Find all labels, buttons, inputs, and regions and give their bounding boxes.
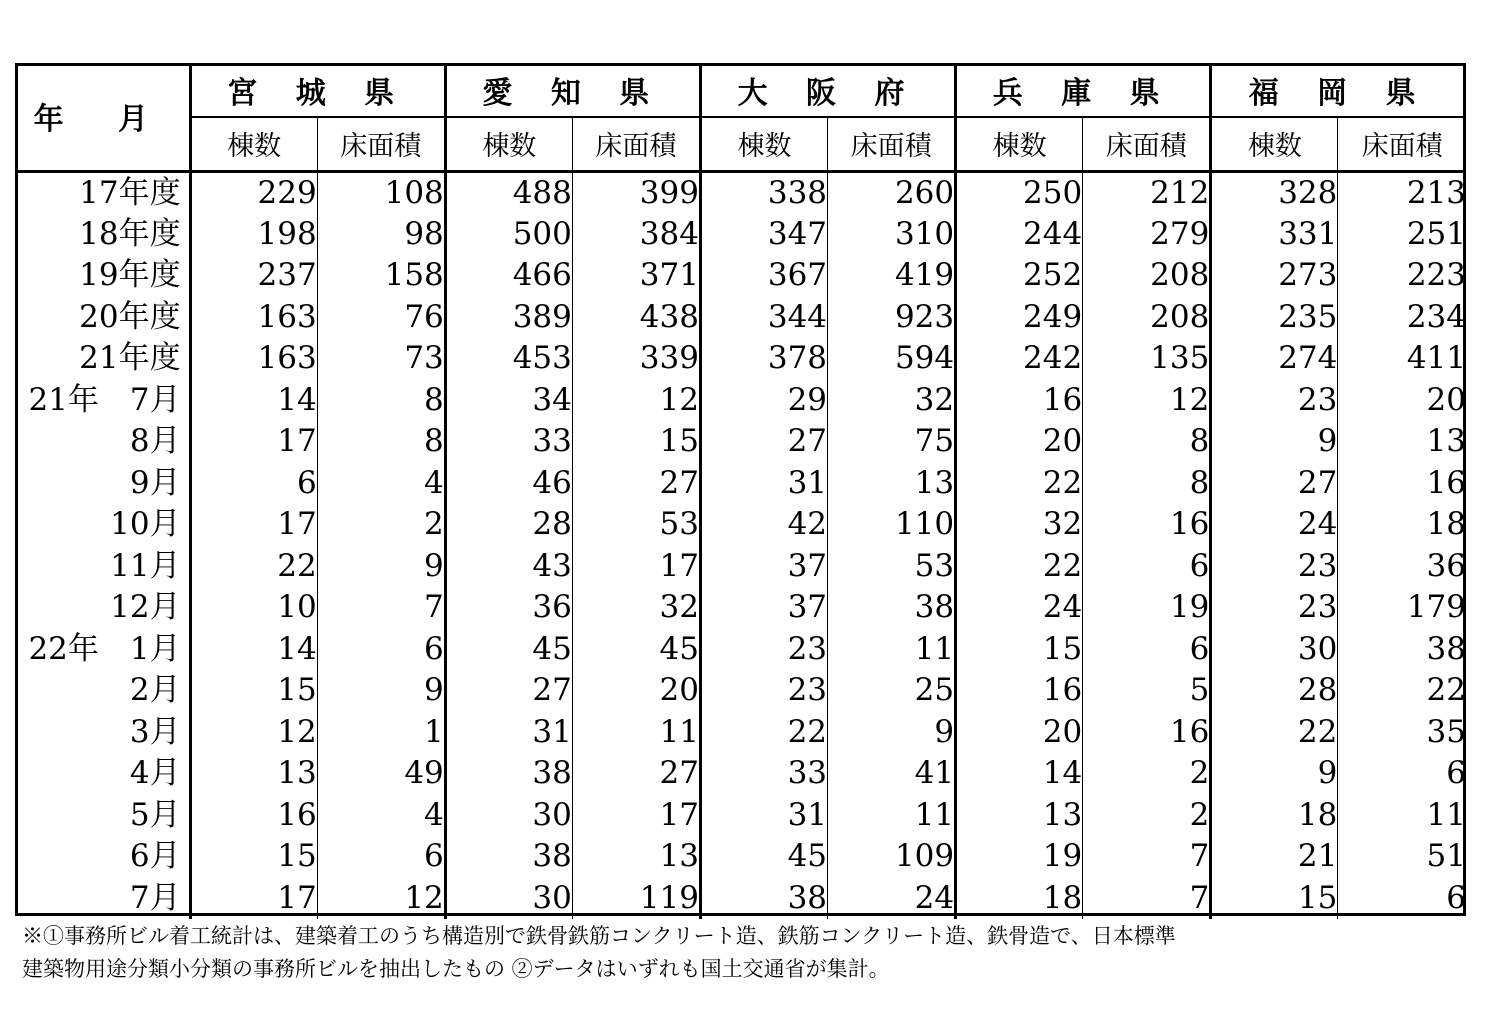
table-row xyxy=(15,546,1466,588)
count-cell: 20 xyxy=(956,712,1083,754)
floor-area-cell: 35 xyxy=(1426,713,1466,750)
period-label: 10月 xyxy=(15,504,190,546)
floor-area-header: 床面積 xyxy=(828,117,956,171)
prefecture-header: 愛 知 県 xyxy=(445,63,700,117)
prefecture-header-row xyxy=(15,63,1466,117)
office-building-starts-table xyxy=(15,63,1466,919)
count-cell: 46 xyxy=(445,463,572,505)
floor-area-cell: 8 xyxy=(1083,421,1211,463)
table-row xyxy=(15,214,1466,256)
count-header: 棟数 xyxy=(956,117,1083,171)
count-cell: 273 xyxy=(1211,255,1338,297)
floor-area-cell: 32 xyxy=(572,587,700,629)
count-cell: 31 xyxy=(700,795,827,837)
period-label: 4月 xyxy=(15,753,190,795)
floor-area-cell: 27 xyxy=(572,753,700,795)
count-header: 棟数 xyxy=(190,117,317,171)
count-cell: 235 xyxy=(1211,297,1338,339)
floor-area-cell: 20 xyxy=(1426,381,1466,418)
period-label: 2月 xyxy=(15,670,190,712)
count-cell: 9 xyxy=(1211,421,1338,463)
floor-area-cell: 419 xyxy=(828,255,956,297)
floor-area-cell: 594 xyxy=(828,338,956,380)
table-row xyxy=(15,878,1466,920)
table-row xyxy=(15,255,1466,297)
floor-area-cell: 135 xyxy=(1083,338,1211,380)
count-cell: 466 xyxy=(445,255,572,297)
floor-area-cell: 7 xyxy=(317,587,445,629)
floor-area-cell: 25 xyxy=(828,670,956,712)
table-row xyxy=(15,421,1466,463)
floor-area-cell: 75 xyxy=(828,421,956,463)
floor-area-cell: 923 xyxy=(828,297,956,339)
count-cell: 19 xyxy=(956,836,1083,878)
table-row xyxy=(15,753,1466,795)
floor-area-cell: 7 xyxy=(1083,878,1211,920)
floor-area-cell: 384 xyxy=(572,214,700,256)
floor-area-cell: 108 xyxy=(317,171,445,214)
floor-area-cell: 6 xyxy=(317,836,445,878)
floor-area-cell: 5 xyxy=(1083,670,1211,712)
count-cell: 32 xyxy=(956,504,1083,546)
floor-area-cell: 32 xyxy=(828,380,956,422)
count-cell: 367 xyxy=(700,255,827,297)
floor-area-cell: 11 xyxy=(1426,796,1466,833)
floor-area-cell: 208 xyxy=(1083,297,1211,339)
table-row xyxy=(15,463,1466,505)
count-cell: 29 xyxy=(700,380,827,422)
count-cell: 229 xyxy=(190,171,317,214)
period-label: 19年度 xyxy=(15,255,190,297)
floor-area-cell: 11 xyxy=(828,629,956,671)
floor-area-cell: 234 xyxy=(1406,298,1466,335)
floor-area-cell: 179 xyxy=(1406,589,1466,626)
count-cell: 28 xyxy=(1211,670,1338,712)
floor-area-cell: 22 xyxy=(1426,672,1466,709)
year-month-header: 年 月 xyxy=(15,63,190,171)
floor-area-cell: 109 xyxy=(828,836,956,878)
floor-area-cell: 6 xyxy=(1083,629,1211,671)
count-cell: 15 xyxy=(190,836,317,878)
period-label: 7月 xyxy=(15,878,190,920)
count-cell: 38 xyxy=(445,836,572,878)
count-cell: 18 xyxy=(956,878,1083,920)
count-cell: 163 xyxy=(190,297,317,339)
floor-area-cell: 4 xyxy=(317,795,445,837)
period-label: 11月 xyxy=(15,546,190,588)
count-cell: 27 xyxy=(700,421,827,463)
prefecture-header: 福 岡 県 xyxy=(1211,63,1466,117)
period-label: 22年 1月 xyxy=(15,629,190,671)
count-cell: 30 xyxy=(1211,629,1338,671)
table-row xyxy=(15,380,1466,422)
count-cell: 27 xyxy=(1211,463,1338,505)
count-cell: 14 xyxy=(956,753,1083,795)
floor-area-cell: 213 xyxy=(1406,174,1466,211)
floor-area-cell: 49 xyxy=(317,753,445,795)
floor-area-cell: 16 xyxy=(1083,712,1211,754)
period-label: 8月 xyxy=(15,421,190,463)
table-row xyxy=(15,171,1466,214)
table-row xyxy=(15,587,1466,629)
floor-area-cell: 45 xyxy=(572,629,700,671)
floor-area-cell: 12 xyxy=(572,380,700,422)
count-cell: 244 xyxy=(956,214,1083,256)
footnote-line-2: 建築物用途分類小分類の事務所ビルを抽出したもの ②データはいずれも国土交通省が集計。 xyxy=(22,957,890,981)
floor-area-cell: 7 xyxy=(1083,836,1211,878)
floor-area-cell: 20 xyxy=(572,670,700,712)
floor-area-cell: 9 xyxy=(317,546,445,588)
floor-area-cell: 8 xyxy=(317,380,445,422)
count-cell: 15 xyxy=(956,629,1083,671)
floor-area-cell: 2 xyxy=(1083,795,1211,837)
floor-area-cell: 18 xyxy=(1426,506,1466,543)
count-cell: 16 xyxy=(956,670,1083,712)
period-label: 20年度 xyxy=(15,297,190,339)
count-cell: 45 xyxy=(445,629,572,671)
floor-area-header: 床面積 xyxy=(1083,117,1211,171)
count-cell: 30 xyxy=(445,878,572,920)
floor-area-cell: 11 xyxy=(828,795,956,837)
count-cell: 22 xyxy=(700,712,827,754)
floor-area-header: 床面積 xyxy=(317,117,445,171)
count-cell: 45 xyxy=(700,836,827,878)
floor-area-cell: 76 xyxy=(317,297,445,339)
floor-area-cell: 2 xyxy=(317,504,445,546)
period-label: 3月 xyxy=(15,712,190,754)
floor-area-cell: 12 xyxy=(1083,380,1211,422)
floor-area-cell: 411 xyxy=(1406,340,1466,377)
floor-area-cell: 51 xyxy=(1426,838,1466,875)
table-row xyxy=(15,712,1466,754)
count-cell: 22 xyxy=(190,546,317,588)
count-cell: 237 xyxy=(190,255,317,297)
floor-area-cell: 339 xyxy=(572,338,700,380)
count-cell: 23 xyxy=(1211,380,1338,422)
count-cell: 242 xyxy=(956,338,1083,380)
count-cell: 22 xyxy=(956,463,1083,505)
count-cell: 37 xyxy=(700,587,827,629)
floor-area-cell: 438 xyxy=(572,297,700,339)
count-cell: 344 xyxy=(700,297,827,339)
count-cell: 198 xyxy=(190,214,317,256)
table-row xyxy=(15,297,1466,339)
count-cell: 13 xyxy=(956,795,1083,837)
period-label: 17年度 xyxy=(15,171,190,214)
floor-area-cell: 6 xyxy=(1446,755,1466,792)
floor-area-cell: 13 xyxy=(828,463,956,505)
period-label: 5月 xyxy=(15,795,190,837)
table-row xyxy=(15,504,1466,546)
prefecture-header: 大 阪 府 xyxy=(700,63,955,117)
count-cell: 23 xyxy=(700,670,827,712)
count-cell: 328 xyxy=(1211,171,1338,214)
floor-area-cell: 16 xyxy=(1426,464,1466,501)
footnote xyxy=(22,920,1462,986)
floor-area-cell: 16 xyxy=(1083,504,1211,546)
count-cell: 36 xyxy=(445,587,572,629)
count-cell: 33 xyxy=(445,421,572,463)
count-cell: 347 xyxy=(700,214,827,256)
floor-area-cell: 38 xyxy=(828,587,956,629)
count-cell: 23 xyxy=(1211,587,1338,629)
count-cell: 28 xyxy=(445,504,572,546)
count-cell: 250 xyxy=(956,171,1083,214)
floor-area-cell: 9 xyxy=(317,670,445,712)
count-cell: 24 xyxy=(956,587,1083,629)
count-cell: 14 xyxy=(190,629,317,671)
count-header: 棟数 xyxy=(700,117,827,171)
count-cell: 249 xyxy=(956,297,1083,339)
prefecture-header: 兵 庫 県 xyxy=(956,63,1211,117)
floor-area-cell: 279 xyxy=(1083,214,1211,256)
floor-area-header: 床面積 xyxy=(572,117,700,171)
count-cell: 42 xyxy=(700,504,827,546)
floor-area-cell: 110 xyxy=(828,504,956,546)
count-cell: 38 xyxy=(445,753,572,795)
count-cell: 10 xyxy=(190,587,317,629)
floor-area-cell: 73 xyxy=(317,338,445,380)
footnote-line-1: ※①事務所ビル着工統計は、建築着工のうち構造別で鉄骨鉄筋コンクリート造、鉄筋コンクリート造、鉄骨造で、日本標準 xyxy=(22,924,1176,948)
floor-area-cell: 212 xyxy=(1083,171,1211,214)
count-cell: 163 xyxy=(190,338,317,380)
table-row xyxy=(15,836,1466,878)
period-label: 21年度 xyxy=(15,338,190,380)
count-cell: 331 xyxy=(1211,214,1338,256)
count-cell: 338 xyxy=(700,171,827,214)
floor-area-cell: 371 xyxy=(572,255,700,297)
count-header: 棟数 xyxy=(445,117,572,171)
floor-area-cell: 17 xyxy=(572,546,700,588)
floor-area-cell: 223 xyxy=(1406,257,1466,294)
floor-area-cell: 13 xyxy=(572,836,700,878)
count-cell: 31 xyxy=(445,712,572,754)
count-cell: 24 xyxy=(1211,504,1338,546)
count-cell: 6 xyxy=(190,463,317,505)
count-cell: 34 xyxy=(445,380,572,422)
floor-area-cell: 310 xyxy=(828,214,956,256)
floor-area-cell: 260 xyxy=(828,171,956,214)
count-cell: 488 xyxy=(445,171,572,214)
floor-area-cell: 8 xyxy=(1083,463,1211,505)
floor-area-cell: 158 xyxy=(317,255,445,297)
count-cell: 16 xyxy=(956,380,1083,422)
floor-area-cell: 9 xyxy=(828,712,956,754)
period-label: 21年 7月 xyxy=(15,380,190,422)
count-cell: 22 xyxy=(956,546,1083,588)
count-cell: 20 xyxy=(956,421,1083,463)
floor-area-cell: 399 xyxy=(572,171,700,214)
floor-area-cell: 119 xyxy=(572,878,700,920)
prefecture-header: 宮 城 県 xyxy=(190,63,445,117)
floor-area-cell: 12 xyxy=(317,878,445,920)
count-cell: 17 xyxy=(190,504,317,546)
count-cell: 38 xyxy=(700,878,827,920)
floor-area-cell: 6 xyxy=(1083,546,1211,588)
floor-area-cell: 251 xyxy=(1406,215,1466,252)
table-row xyxy=(15,670,1466,712)
count-cell: 252 xyxy=(956,255,1083,297)
floor-area-cell: 17 xyxy=(572,795,700,837)
count-cell: 23 xyxy=(1211,546,1338,588)
floor-area-cell: 41 xyxy=(828,753,956,795)
table-row xyxy=(15,629,1466,671)
count-cell: 17 xyxy=(190,878,317,920)
floor-area-cell: 24 xyxy=(828,878,956,920)
count-cell: 18 xyxy=(1211,795,1338,837)
count-cell: 33 xyxy=(700,753,827,795)
count-cell: 14 xyxy=(190,380,317,422)
count-cell: 30 xyxy=(445,795,572,837)
count-cell: 500 xyxy=(445,214,572,256)
count-cell: 389 xyxy=(445,297,572,339)
count-cell: 27 xyxy=(445,670,572,712)
count-cell: 15 xyxy=(190,670,317,712)
count-cell: 22 xyxy=(1211,712,1338,754)
floor-area-cell: 4 xyxy=(317,463,445,505)
table-row xyxy=(15,338,1466,380)
floor-area-cell: 15 xyxy=(572,421,700,463)
period-label: 18年度 xyxy=(15,214,190,256)
period-label: 12月 xyxy=(15,587,190,629)
count-cell: 274 xyxy=(1211,338,1338,380)
floor-area-cell: 27 xyxy=(572,463,700,505)
count-cell: 378 xyxy=(700,338,827,380)
period-label: 9月 xyxy=(15,463,190,505)
floor-area-cell: 38 xyxy=(1426,630,1466,667)
floor-area-cell: 36 xyxy=(1426,547,1466,584)
count-cell: 43 xyxy=(445,546,572,588)
floor-area-cell: 98 xyxy=(317,214,445,256)
count-cell: 16 xyxy=(190,795,317,837)
floor-area-cell: 11 xyxy=(572,712,700,754)
floor-area-cell: 19 xyxy=(1083,587,1211,629)
count-cell: 21 xyxy=(1211,836,1338,878)
count-cell: 9 xyxy=(1211,753,1338,795)
floor-area-cell: 8 xyxy=(317,421,445,463)
count-cell: 31 xyxy=(700,463,827,505)
period-label: 6月 xyxy=(15,836,190,878)
floor-area-cell: 13 xyxy=(1426,423,1466,460)
count-cell: 15 xyxy=(1211,878,1338,920)
floor-area-cell: 1 xyxy=(317,712,445,754)
floor-area-cell: 53 xyxy=(572,504,700,546)
floor-area-cell: 6 xyxy=(317,629,445,671)
count-cell: 453 xyxy=(445,338,572,380)
count-cell: 13 xyxy=(190,753,317,795)
table-row xyxy=(15,795,1466,837)
count-cell: 37 xyxy=(700,546,827,588)
floor-area-cell: 2 xyxy=(1083,753,1211,795)
count-cell: 23 xyxy=(700,629,827,671)
count-header: 棟数 xyxy=(1211,117,1338,171)
floor-area-cell: 53 xyxy=(828,546,956,588)
floor-area-cell: 208 xyxy=(1083,255,1211,297)
floor-area-header: 床面積 xyxy=(1338,117,1466,171)
count-cell: 17 xyxy=(190,421,317,463)
floor-area-cell: 6 xyxy=(1446,879,1466,916)
count-cell: 12 xyxy=(190,712,317,754)
sub-header-row xyxy=(15,117,1466,171)
table-body xyxy=(15,171,1466,919)
